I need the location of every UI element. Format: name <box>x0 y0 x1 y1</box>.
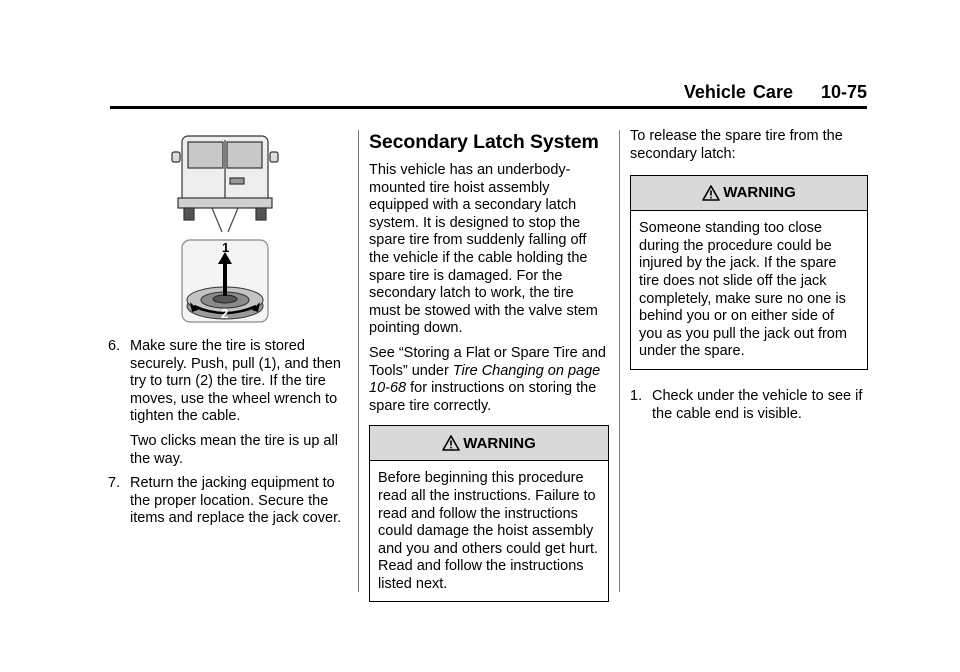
van-and-tire-figure <box>170 134 280 324</box>
warning-title: WARNING <box>723 184 796 202</box>
column-1 <box>108 338 351 535</box>
column-2 <box>369 130 609 616</box>
warning-text: Someone standing too close during the procedure could be injured by the jack. If the spare tire does not slide off the jack completely, make sure no one is behind you or on either side of you as you pull the jack out from under the spare. <box>639 220 847 360</box>
step-number: 7. <box>108 475 121 492</box>
cross-reference-paragraph <box>369 345 609 415</box>
section-heading: Secondary Latch System <box>369 131 599 153</box>
warning-title: WARNING <box>463 434 536 452</box>
ref-text-end: for instructions on storing the spare tire correctly. <box>369 380 597 414</box>
step-text: Make sure the tire is stored securely. Push, pull (1), and then try to turn (2) the tire. If the tire moves, use the wheel wrench to tighten the cable. <box>130 338 341 425</box>
step-1 <box>630 388 868 423</box>
warning-triangle-icon <box>442 435 460 451</box>
step-7 <box>108 475 351 528</box>
ref-text-start: See “Storing a Flat or Spare Tire and Tools” under <box>369 344 606 379</box>
step-number: 6. <box>108 338 121 354</box>
figure-label-1: 1 <box>222 240 230 255</box>
release-intro: To release the spare tire from the secondary latch: <box>630 128 843 162</box>
warning-box <box>369 425 609 602</box>
step-text: Check under the vehicle to see if the cable end is visible. <box>652 387 863 422</box>
page-header <box>110 82 867 109</box>
intro-paragraph: This vehicle has an underbody-mounted tire hoist assembly equipped with a secondary latch system. It is designed to stop the spare tire from suddenly falling off the vehicle if the cable holding the spare tire is damaged. For the secondary latch to work, the tire must be stowed with the valve stem pointing down. <box>369 162 598 337</box>
warning-header <box>370 426 608 461</box>
cross-reference-link[interactable]: Tire Changing on page 10‑68 <box>369 362 601 397</box>
column-divider-right <box>619 130 620 592</box>
column-divider-left <box>358 130 359 592</box>
warning-text: Before beginning this procedure read all the instructions. Failure to read and follow the instructions could damage the hoist assembly and you and others could get hurt. Read and follow the instructions listed next. <box>378 470 599 592</box>
figure-label-2: 2 <box>221 306 229 321</box>
step-text: Return the jacking equipment to the proper location. Secure the items and replace the jack cover. <box>130 475 342 527</box>
column-3 <box>630 128 868 430</box>
step-6 <box>108 338 351 468</box>
warning-triangle-icon <box>702 185 720 201</box>
header-title: Vehicle Care 10-75 <box>683 82 867 102</box>
step-number: 1. <box>630 387 643 404</box>
step-note: Two clicks mean the tire is up all the way. <box>130 432 338 467</box>
warning-header <box>631 176 867 211</box>
warning-box <box>630 175 868 370</box>
van-rear-graphic <box>172 136 278 232</box>
spare-tire-illustration <box>170 134 280 329</box>
